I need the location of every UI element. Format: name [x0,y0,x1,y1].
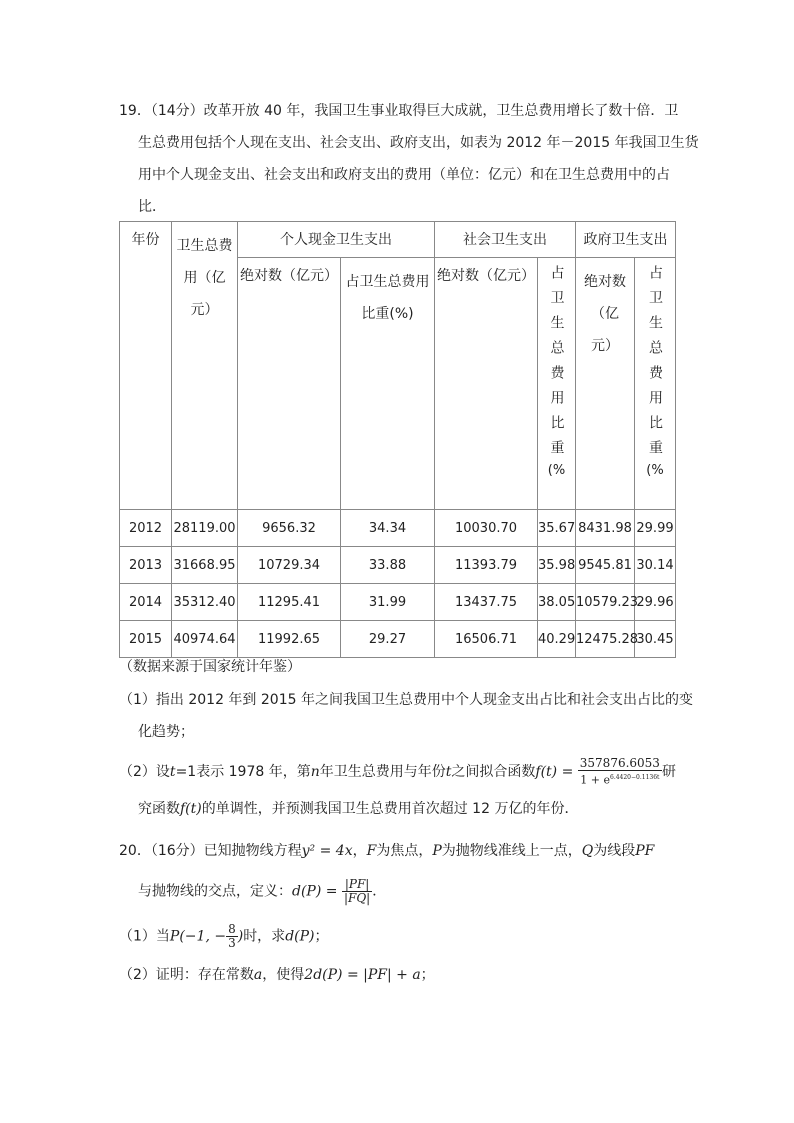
header-social-abs: 绝对数（亿元） [435,258,538,510]
eight-thirds-fraction: $\frac{8}{3}$ [228,922,236,950]
table-row: 2012 28119.00 9656.32 34.34 10030.70 35.67 8431.98 29.99 [120,510,676,547]
health-expenditure-table [119,221,676,658]
header-social: 社会卫生支出 [435,222,576,258]
q19-line-3: 用中个人现金支出、社会支出和政府支出的费用（单位：亿元）和在卫生总费用中的占 [138,167,670,183]
header-personal-abs: 绝对数（亿元） [238,258,341,510]
table-row: 2014 35312.40 11295.41 31.99 13437.75 38.05 10579.23 29.96 [120,584,676,621]
q19-line-1: 19．（14分）改革开放 40 年，我国卫生事业取得巨大成就，卫生总费用增长了数十倍．卫 [119,103,679,119]
q19-part1-line1: （1）指出 2012 年到 2015 年之间我国卫生总费用中个人现金支出占比和社会支出占比的变 [119,692,693,708]
q20-line-1: 20．（16分）已知抛物线方程y² = 4x，F为焦点，P为抛物线准线上一点，Q为线段PF [119,843,655,859]
q19-line-4: 比． [138,199,166,215]
table-row: 2013 31668.95 10729.34 33.88 11393.79 35.98 9545.81 30.14 [120,547,676,584]
q19-part2-line1: （2）设t=1表示 1978 年，第n年卫生总费用与年份t之间拟合函数f(t) = $\frac{357876.6053}{1 + e^{6.4420-0.1136t}}$ 研 [119,756,676,787]
header-gov-share: 占卫生总费用比重 (% [635,258,676,510]
header-personal-share: 占卫生总费用 比重(%) [341,258,435,510]
q19-line-2: 生总费用包括个人现在支出、社会支出、政府支出，如表为 2012 年－2015 年我国卫生货 [138,135,699,151]
q20-part1: （1）当P(−1, − $\frac{8}{3}$ )时，求d(P)； [119,922,329,950]
q19-part1-line2: 化趋势； [138,724,194,740]
header-gov: 政府卫生支出 [576,222,676,258]
header-gov-abs: 绝对数 （亿 元） [576,258,635,510]
header-personal: 个人现金卫生支出 [238,222,435,258]
q20-part2: （2）证明：存在常数a，使得2d(P) = |PF| + a； [119,967,435,983]
header-total: 卫生总费 用（亿 元） [172,222,238,510]
q20-line-2: 与抛物线的交点，定义：d(P) = $\frac{|PF|}{|FQ|}$ ． [138,877,387,905]
d-definition-fraction: $\frac{|PF|}{|FQ|}$ [343,877,371,905]
q19-part2-line2: 究函数f(t)的单调性，并预测我国卫生总费用首次超过 12 万亿的年份． [138,801,579,817]
table-row: 2015 40974.64 11992.65 29.27 16506.71 40.29 12475.28 30.45 [120,621,676,658]
fit-function-fraction: $\frac{357876.6053}{1 + e^{6.4420-0.1136t}}$ [579,756,660,787]
header-year: 年份 [120,222,172,510]
header-social-share: 占卫生总费用比重 (% [538,258,576,510]
data-source-note: （数据来源于国家统计年鉴） [119,659,301,675]
